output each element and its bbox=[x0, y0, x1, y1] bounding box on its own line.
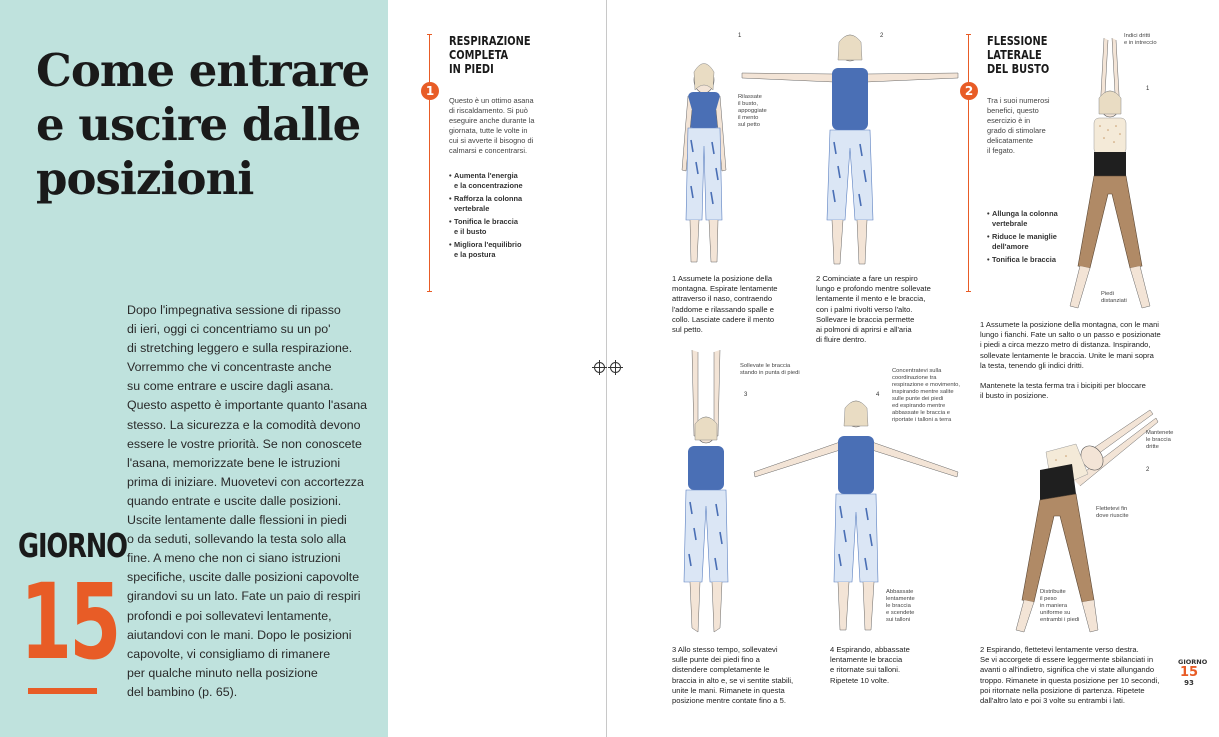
footer-giorno-label: GIORNO bbox=[1178, 658, 1208, 666]
figure-note: Rilassate il busto, appoggiate il mento sul petto bbox=[738, 94, 767, 128]
benefit-item: • Tonifica le braccia bbox=[987, 255, 1069, 265]
figure-number: 1 bbox=[1146, 86, 1150, 92]
section2-benefits bbox=[987, 209, 1069, 269]
figure-note: Concentratevi sulla coordinazione tra respirazione e movimento, inspirando mentre salite sulle punte dei piedi ed espirando mentre abbassate le braccia e riportate i talloni a terra bbox=[892, 368, 960, 423]
figure-note: Indici dritti e in intreccio bbox=[1124, 33, 1157, 46]
benefit-item: • Aumenta l'energia e la concentrazione bbox=[449, 171, 549, 190]
left-page bbox=[0, 0, 388, 737]
step-caption: 1 Assumete la posizione della montagna, con le mani lungo i fianchi. Fate un salto o un passo e posizionate i piedi a circa mezzo metro di distanza. Inspirando, sollevate lentamente le braccia. Unite le mani sopra la testa, tenendo gli indici dritti. Mantenete la testa ferma tra i bicipiti per bloccare il busto in posizione. bbox=[980, 320, 1161, 401]
benefit-item: • Riduce le maniglie dell'amore bbox=[987, 232, 1069, 251]
section2-rule bbox=[968, 34, 969, 292]
figure-side-bend-right bbox=[1010, 404, 1160, 636]
figure-side-bend-start bbox=[1064, 34, 1160, 312]
section1-title: RESPIRAZIONE COMPLETA IN PIEDI bbox=[449, 34, 531, 76]
figure-number: 4 bbox=[876, 392, 880, 398]
benefit-item: • Allunga la colonna vertebrale bbox=[987, 209, 1069, 228]
registration-mark-icon bbox=[594, 362, 605, 373]
figure-number: 2 bbox=[1146, 467, 1150, 473]
figure-note: Piedi distanziati bbox=[1101, 291, 1127, 304]
figure-number: 3 bbox=[744, 392, 748, 398]
figure-note: Distribuite il peso in maniera uniforme su entrambi i piedi bbox=[1040, 589, 1080, 623]
figure-note: Flettetevi fin dove riuscite bbox=[1096, 506, 1129, 519]
figure-note: Abbassate lentamente le braccia e scendete sui talloni bbox=[886, 589, 915, 623]
step-caption: 1 Assumete la posizione della montagna. Espirate lentamente attraverso il naso, contraendo l'addome e rilassando spalle e collo. Lasciate cadere il mento sul petto. bbox=[672, 274, 778, 335]
benefit-item: • Rafforza la colonna vertebrale bbox=[449, 194, 549, 213]
giorno-number: 15 bbox=[20, 561, 119, 683]
figure-number: 1 bbox=[738, 33, 742, 39]
figure-number: 2 bbox=[880, 33, 884, 39]
benefit-item: • Migliora l'equilibrio e la postura bbox=[449, 240, 549, 259]
page-number: 93 bbox=[1184, 679, 1194, 687]
page-spine bbox=[606, 0, 607, 737]
section2-title: FLESSIONE LATERALE DEL BUSTO bbox=[987, 34, 1050, 76]
footer-giorno-number: 15 bbox=[1179, 665, 1199, 680]
section1-benefits bbox=[449, 171, 549, 263]
figure-arms-up-tiptoe bbox=[674, 346, 738, 636]
intro-paragraph: Dopo l'impegnativa sessione di ripasso di ieri, oggi ci concentriamo su un po' di stretching leggero e sulla respirazione. Vorremmo che vi concentraste anche su come entrare e uscire dagli asana. Questo aspetto è importante quanto l'asana stesso. La sicurezza e la comodità devono essere le vostre priorità. Se non conoscete l'asana, memorizzate bene le istruzioni prima di iniziare. Muovetevi con accortezza quando entrate e uscite dalle posizioni. Uscite lentamente dalle flessioni in piedi o da seduti, sollevando la testa solo alla fine. A meno che non ci siano istruzioni specifiche, uscite dalle posizioni capovolte girandovi su un lato. Fate un paio di respiri profondi e poi sollevatevi lentamente, aiutandovi con le mani. Dopo le posizioni capovolte, vi consigliamo di rimanere per qualche minuto nella posizione del bambino (p. 65). bbox=[127, 303, 368, 699]
section1-description: Questo è un ottimo asana di riscaldamento. Si può eseguire anche durante la giornata, tutte le volte in cui si avverte il bisogno di calmarsi e concentrarsi. bbox=[449, 96, 535, 155]
section1-number-badge: 1 bbox=[421, 82, 439, 100]
section1-rule bbox=[429, 34, 430, 292]
giorno-label: GIORNO bbox=[18, 526, 127, 565]
step-caption: 4 Espirando, abbassate lentamente le braccia e ritornate sui talloni. Ripetete 10 volte. bbox=[830, 645, 910, 685]
section2-number-badge: 2 bbox=[960, 82, 978, 100]
step-caption: 2 Cominciate a fare un respiro lungo e profondo mentre sollevate lentamente il mento e le braccia, con i palmi rivolti verso l'alto. Sollevare le braccia permette ai polmoni di aprirsi e all'aria di fluire dentro. bbox=[816, 274, 931, 345]
page-title: Come entrare e uscire dalle posizioni bbox=[36, 44, 370, 205]
benefit-item: • Tonifica le braccia e il busto bbox=[449, 217, 549, 236]
registration-mark-icon bbox=[610, 362, 621, 373]
figure-arms-lateral bbox=[740, 30, 960, 270]
giorno-underline bbox=[28, 688, 97, 694]
page-footer-marker bbox=[1178, 658, 1208, 687]
figure-mountain-head-down bbox=[672, 50, 736, 272]
figure-arms-lowering bbox=[752, 396, 960, 636]
figure-note: Mantenete le braccia dritte bbox=[1146, 430, 1174, 450]
section2-description: Tra i suoi numerosi benefici, questo esercizio è in grado di stimolare delicatamente il fegato. bbox=[987, 96, 1050, 155]
step-caption: 2 Espirando, flettetevi lentamente verso destra. Se vi accorgete di essere leggermente sbilanciati in avanti o all'indietro, significa che vi state allungando troppo. Rimanete in questa posizione per 10 secondi, poi ritornate nella posizione di partenza. Ripetete dall'altro lato e poi 3 volte su entrambi i lati. bbox=[980, 645, 1160, 706]
figure-note: Sollevate le braccia stando in punta di piedi bbox=[740, 363, 800, 376]
step-caption: 3 Allo stesso tempo, sollevatevi sulle punte dei piedi fino a distendere completamente le braccia in alto e, se vi sentite stabili, unite le mani. Rimanete in questa posizione mentre contate fino a 5. bbox=[672, 645, 794, 706]
